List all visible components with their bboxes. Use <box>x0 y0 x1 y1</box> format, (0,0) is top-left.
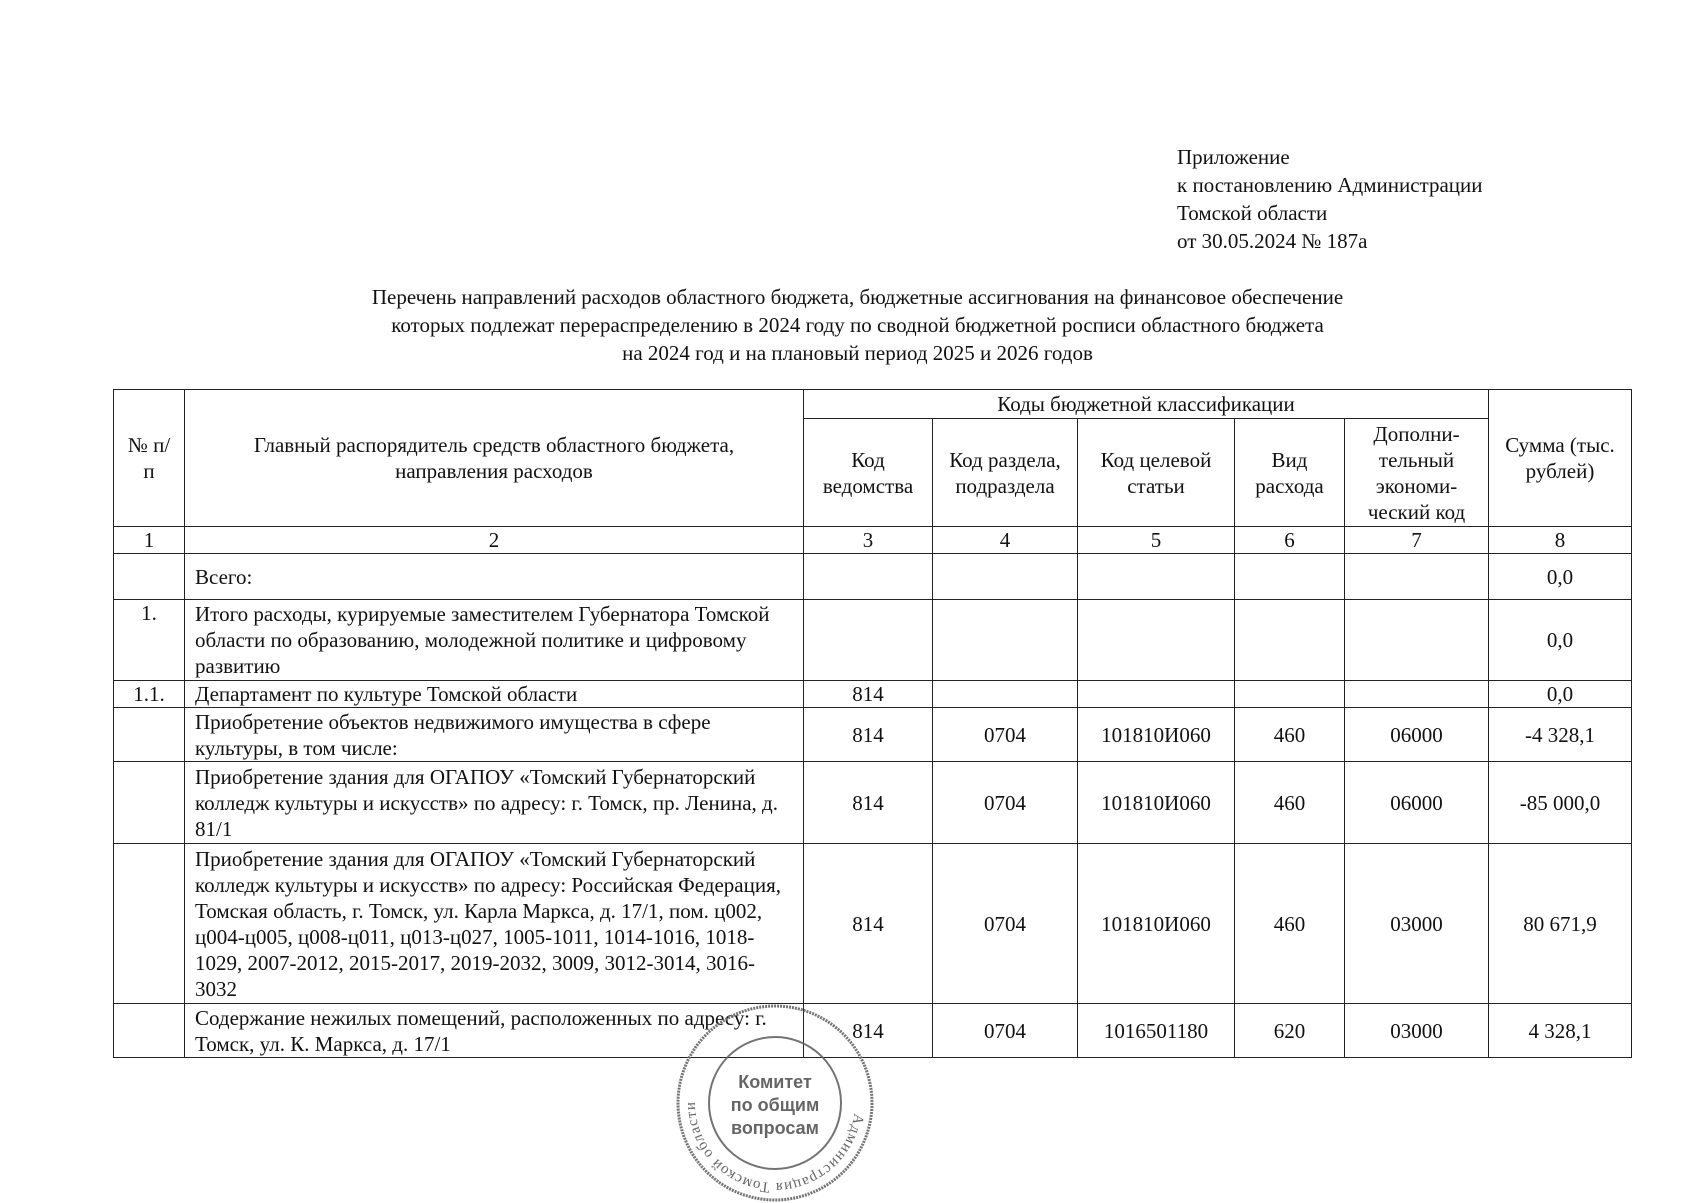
appendix-line: Приложение <box>1177 145 1290 169</box>
table-row <box>114 681 1632 708</box>
cell-sum: -4 328,1 <box>1489 708 1632 762</box>
stamp-line: по общим <box>730 1095 820 1115</box>
cell-name: Приобретение объектов недвижимого имущества в сфере культуры, в том числе: <box>185 708 804 762</box>
table-row <box>114 844 1632 1004</box>
cell-expense <box>1235 600 1345 681</box>
cell-num <box>114 708 185 762</box>
cell-target: 101810И060 <box>1078 844 1235 1004</box>
table-row <box>114 600 1632 681</box>
cell-extra <box>1345 681 1489 708</box>
cell-section <box>933 554 1078 600</box>
cell-expense: 460 <box>1235 844 1345 1004</box>
column-number: 5 <box>1078 527 1235 554</box>
cell-sum: 0,0 <box>1489 681 1632 708</box>
cell-expense: 460 <box>1235 708 1345 762</box>
column-number: 4 <box>933 527 1078 554</box>
cell-name: Департамент по культуре Томской области <box>185 681 804 708</box>
cell-dept <box>804 554 933 600</box>
column-number: 7 <box>1345 527 1489 554</box>
cell-num: 1.1. <box>114 681 185 708</box>
table-row <box>114 708 1632 762</box>
cell-extra: 03000 <box>1345 1004 1489 1058</box>
cell-num <box>114 844 185 1004</box>
cell-expense: 620 <box>1235 1004 1345 1058</box>
cell-expense <box>1235 554 1345 600</box>
table-row <box>114 554 1632 600</box>
cell-section <box>933 600 1078 681</box>
cell-target <box>1078 600 1235 681</box>
header-dept-code: Код ведомства <box>804 419 933 527</box>
cell-extra: 06000 <box>1345 708 1489 762</box>
header-sum: Сумма (тыс. рублей) <box>1489 390 1632 527</box>
column-number: 6 <box>1235 527 1345 554</box>
budget-table <box>113 389 1632 1058</box>
cell-num <box>114 1004 185 1058</box>
cell-dept: 814 <box>804 681 933 708</box>
cell-num <box>114 554 185 600</box>
cell-sum: 0,0 <box>1489 600 1632 681</box>
cell-section: 0704 <box>933 708 1078 762</box>
header-target-code: Код целевой статьи <box>1078 419 1235 527</box>
cell-num <box>114 762 185 844</box>
document-title <box>180 283 1535 367</box>
cell-dept: 814 <box>804 844 933 1004</box>
cell-sum: 0,0 <box>1489 554 1632 600</box>
cell-section: 0704 <box>933 1004 1078 1058</box>
cell-name: Приобретение здания для ОГАПОУ «Томский Губернаторский колледж культуры и искусств» по адресу: Российская Федерация, Томская область, г. Томск, ул. Карла Маркса, д. 17/1, пом. ц002, ц004-ц005, ц008-ц011, ц013-ц027, 1005-1011, 1014-1016, 1018-1029, 2007-2012, 2015-2017, 2019-2032, 3009, 3012-3014, 3016-3032 <box>185 844 804 1004</box>
cell-section: 0704 <box>933 762 1078 844</box>
cell-name: Приобретение здания для ОГАПОУ «Томский Губернаторский колледж культуры и искусств» по адресу: г. Томск, пр. Ленина, д. 81/1 <box>185 762 804 844</box>
title-line: которых подлежат перераспределению в 2024 году по сводной бюджетной росписи областного бюджета <box>391 313 1324 337</box>
cell-name: Итого расходы, курируемые заместителем Губернатора Томской области по образованию, молодежной политике и цифровому развитию <box>185 600 804 681</box>
cell-target <box>1078 554 1235 600</box>
appendix-line: Томской области <box>1177 201 1328 225</box>
cell-dept <box>804 600 933 681</box>
table-row <box>114 762 1632 844</box>
cell-expense <box>1235 681 1345 708</box>
stamp-line: Комитет <box>738 1072 812 1092</box>
stamp-line: вопросам <box>730 1118 820 1138</box>
cell-extra <box>1345 600 1489 681</box>
header-codes-group: Коды бюджетной классификации <box>804 390 1489 419</box>
header-name: Главный распорядитель средств областного бюджета, направления расходов <box>185 390 804 527</box>
column-number: 1 <box>114 527 185 554</box>
cell-sum: 80 671,9 <box>1489 844 1632 1004</box>
cell-dept: 814 <box>804 708 933 762</box>
cell-target: 101810И060 <box>1078 762 1235 844</box>
title-line: на 2024 год и на плановый период 2025 и 2026 годов <box>622 341 1093 365</box>
cell-target: 101810И060 <box>1078 708 1235 762</box>
table-header-row <box>114 390 1632 419</box>
official-stamp <box>675 1003 875 1203</box>
appendix-line: к постановлению Администрации <box>1177 173 1483 197</box>
cell-dept: 814 <box>804 762 933 844</box>
stamp-ring-label: Администрация Томской области <box>682 1100 867 1196</box>
appendix-block <box>1177 143 1483 255</box>
cell-name: Содержание нежилых помещений, расположенных по адресу: г. Томск, ул. К. Маркса, д. 17/1 <box>185 1004 804 1058</box>
appendix-date-line: от 30.05.2024 № 187а <box>1177 229 1368 253</box>
column-number: 3 <box>804 527 933 554</box>
cell-name: Всего: <box>185 554 804 600</box>
cell-sum: -85 000,0 <box>1489 762 1632 844</box>
cell-section: 0704 <box>933 844 1078 1004</box>
header-section-code: Код раздела, подраздела <box>933 419 1078 527</box>
cell-sum: 4 328,1 <box>1489 1004 1632 1058</box>
cell-extra <box>1345 554 1489 600</box>
cell-target <box>1078 681 1235 708</box>
cell-extra: 06000 <box>1345 762 1489 844</box>
cell-expense: 460 <box>1235 762 1345 844</box>
header-expense-type: Вид расхода <box>1235 419 1345 527</box>
cell-target: 1016501180 <box>1078 1004 1235 1058</box>
header-extra-code: Дополни-тельный экономи-ческий код <box>1345 419 1489 527</box>
column-number: 8 <box>1489 527 1632 554</box>
cell-section <box>933 681 1078 708</box>
column-number-row <box>114 527 1632 554</box>
cell-extra: 03000 <box>1345 844 1489 1004</box>
title-line: Перечень направлений расходов областного бюджета, бюджетные ассигнования на финансовое обеспечение <box>371 285 1344 309</box>
header-num: № п/п <box>114 390 185 527</box>
cell-dept: 814 <box>804 1004 933 1058</box>
cell-num: 1. <box>114 600 185 681</box>
column-number: 2 <box>185 527 804 554</box>
